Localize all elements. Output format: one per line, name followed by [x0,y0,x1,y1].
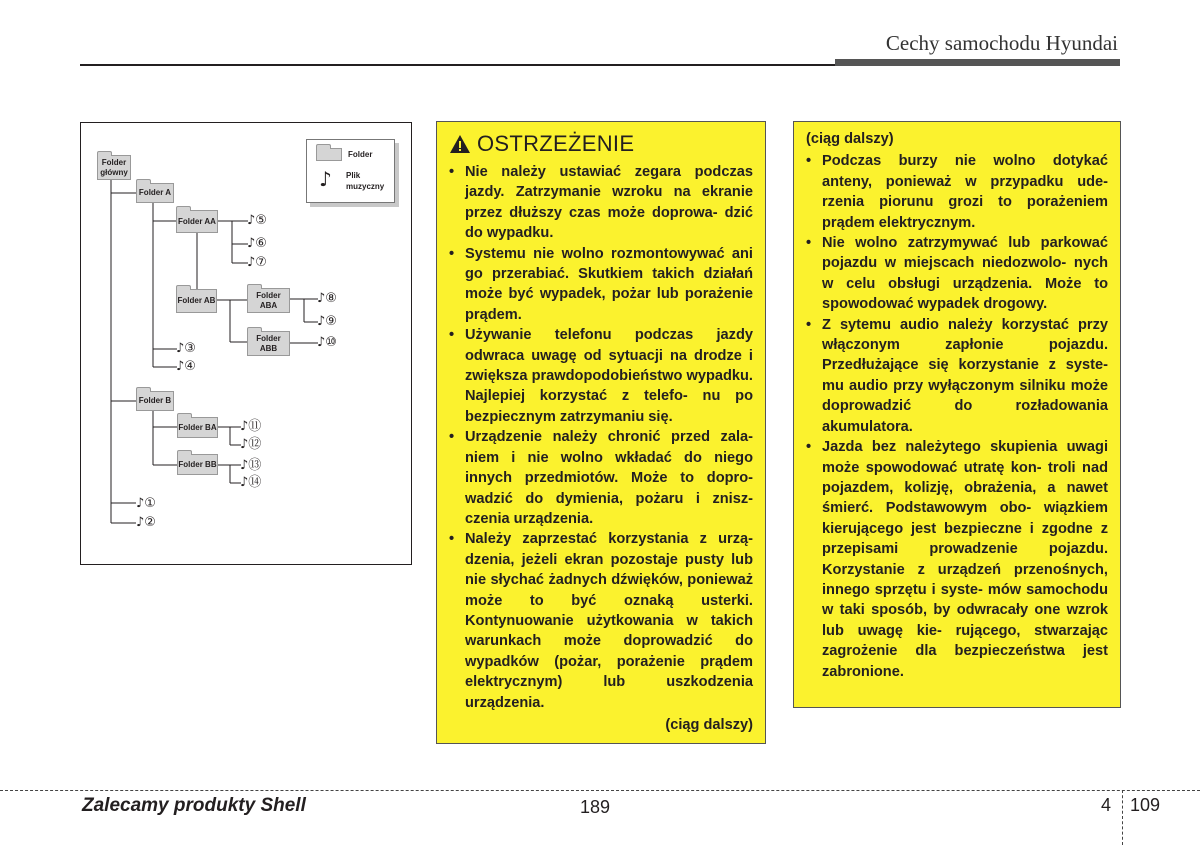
music-file-4: ♪④ [176,359,196,374]
header-accent-bar [835,59,1120,66]
music-file-11: ♪⑪ [240,419,262,434]
music-file-2: ♪② [136,515,156,530]
folder-root: Folder główny [97,155,131,180]
continuation-heading: (ciąg dalszy) [806,131,894,147]
music-note-icon: ♪ [319,167,332,191]
list-item: • Nie wolno zatrzymywać lub parkować pojazdu w miejscach niedozwolo- nych w celu obsługi urządzenia. Może to spowodować wypadek drogowy. [806,233,1108,315]
list-item: • Podczas burzy nie wolno dotykać anteny, ponieważ w przypadku ude- rzenia piorunu grozi to porażeniem prądem elektrycznym. [806,151,1108,233]
legend-file-label: Plik muzyczny [346,171,385,191]
list-item: • Nie należy ustawiać zegara podczas jazdy. Zatrzymanie wzroku na ekranie przez dłuższy czas może doprowa- dzić do wypadku. [449,162,753,244]
warning-list [449,162,753,713]
continuation-box [793,121,1121,708]
page-header-title: Cechy samochodu Hyundai [885,31,1118,55]
music-file-14: ♪⑭ [240,475,262,490]
diagram-legend [306,139,395,203]
continued-note: (ciąg dalszy) [665,716,753,733]
music-file-12: ♪⑫ [240,437,262,452]
list-item: • Z sytemu audio należy korzystać przy włączonym zapłonie pojazdu. Przedłużające się korzystanie z syste- mu audio przy wyłączonym silniku może doprowadzić do rozładowania akumulatora. [806,315,1108,437]
list-item: • Urządzenie należy chronić przed zala- niem i nie wolno wkładać do niego innych przedmiotów. Może to dopro- wadzić do dymienia, pożaru i znisz- czenia urządzenia. [449,427,753,529]
folder-bb: Folder BB [177,454,218,475]
footer-vertical-divider [1122,790,1123,845]
list-item: • Należy zaprzestać korzystania z urzą- dzenia, jeżeli ekran pozostaje pusty lub nie słychać żadnych dźwięków, ponieważ może to być oznaką usterki. Kontynuowanie użytkowania w takich warunkach może doprowadzić do wypadków (pożar, porażenie prądem elektrycznym) lub uszkodzenia urządzenia. [449,529,753,713]
music-file-8: ♪⑧ [317,291,337,306]
folder-ab: Folder AB [176,289,217,313]
header-rule [80,64,835,66]
footer-brand: Zalecamy produkty Shell [82,795,306,816]
list-item: • Używanie telefonu podczas jazdy odwraca uwagę od sytuacji na drodze i zwiększa prawdopodobieństwo wypadku. Najlepiej korzystać z telefo- nu po bezpiecznym zatrzymaniu się. [449,325,753,427]
warning-box [436,121,766,744]
folder-a: Folder A [136,183,174,203]
folder-aba: Folder ABA [247,288,290,313]
list-item: • Jazda bez należytego skupienia uwagi może spowodować utratę kon- troli nad pojazdem, kolizję, obrażenia, a nawet śmierć. Podstawowym obo- wiązkiem kierującego jest bezpieczne i zgodne z przepisami prowadzenie pojazdu. Korzystanie z urządzeń przenośnych, innego sprzętu i syste- mów samochodu w taki sposób, by odwracały one wzrok lub uwagę kie- rującego, stwarzając zagrożenie dla bezpieczeństwa jest zabronione. [806,437,1108,682]
music-file-1: ♪① [136,496,156,511]
footer-section-number: 4 [1101,795,1112,815]
warning-title: OSTRZEŻENIE [477,131,635,156]
warning-heading [449,132,753,156]
legend-folder-label: Folder [348,150,373,159]
music-file-13: ♪⑬ [240,458,262,473]
footer-page-number: 189 [580,797,611,817]
footer-divider [0,790,1200,791]
footer-section-page: 109 [1130,795,1161,815]
warning-triangle-icon [449,134,471,154]
folder-b: Folder B [136,391,174,411]
music-file-10: ♪⑩ [317,335,337,350]
list-item: • Systemu nie wolno rozmontowywać ani go przerabiać. Skutkiem takich działań może być wypadek, pożar lub porażenie prądem. [449,244,753,326]
folder-ba: Folder BA [177,417,218,438]
music-file-6: ♪⑥ [247,236,267,251]
folder-aa: Folder AA [176,210,218,233]
continuation-list [806,151,1108,682]
music-file-7: ♪⑦ [247,255,267,270]
folder-abb: Folder ABB [247,331,290,356]
music-file-9: ♪⑨ [317,314,337,329]
legend-folder-icon [316,148,342,161]
music-file-3: ♪③ [176,341,196,356]
folder-tree-diagram [80,122,412,565]
music-file-5: ♪⑤ [247,213,267,228]
